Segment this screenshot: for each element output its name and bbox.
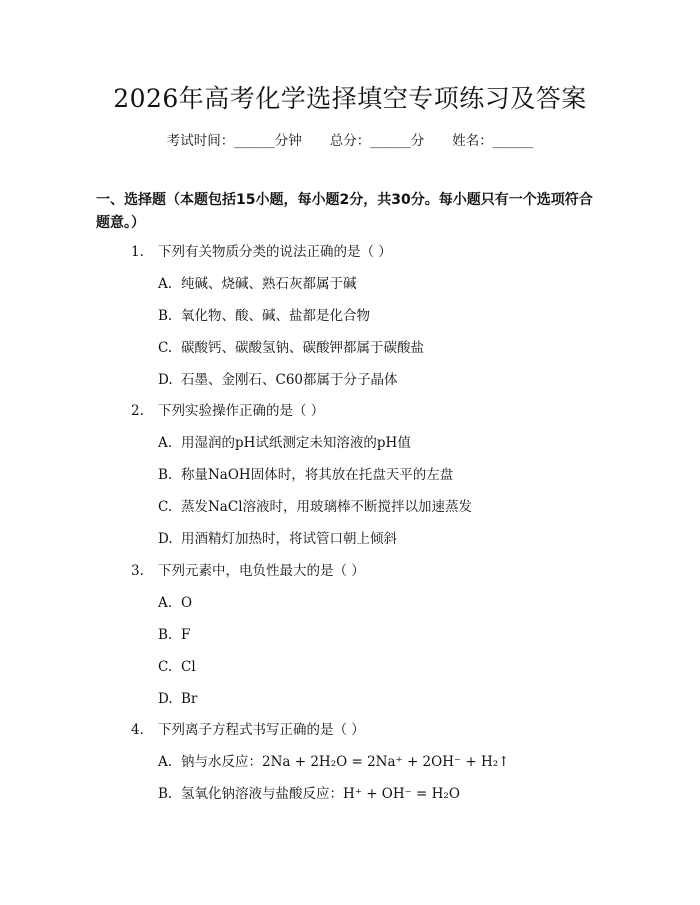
option-text: 蒸发NaCl溶液时，用玻璃棒不断搅拌以加速蒸发 — [181, 499, 473, 515]
option-letter: A. — [158, 754, 173, 770]
question-number: 3. — [131, 563, 144, 579]
option-letter: A. — [158, 435, 173, 451]
question-text: 下列有关物质分类的说法正确的是（ ） — [158, 244, 392, 260]
option-text: Br — [181, 691, 198, 707]
option-text: 氢氧化钠溶液与盐酸反应：H⁺ + OH⁻ = H₂O — [181, 786, 460, 802]
option-letter: D. — [158, 691, 173, 707]
option-3d — [158, 689, 197, 709]
question-number: 1. — [131, 244, 144, 260]
option-text: 石墨、金刚石、C60都属于分子晶体 — [181, 372, 398, 388]
question-1 — [131, 242, 392, 262]
page-title: 2026年高考化学选择填空专项练习及答案 — [113, 84, 587, 113]
option-letter: B. — [158, 467, 173, 483]
option-1a — [158, 274, 357, 294]
option-2a — [158, 433, 411, 453]
option-letter: C. — [158, 659, 173, 675]
option-1d — [158, 370, 398, 390]
option-text: 钠与水反应：2Na + 2H₂O = 2Na⁺ + 2OH⁻ + H₂↑ — [181, 754, 510, 770]
option-letter: D. — [158, 531, 173, 547]
option-letter: B. — [158, 627, 173, 643]
score-unit: 分 — [410, 133, 425, 149]
option-text: 用酒精灯加热时，将试管口朝上倾斜 — [181, 531, 397, 547]
option-3a — [158, 593, 192, 613]
option-2b — [158, 465, 453, 485]
option-3b — [158, 625, 190, 645]
question-text: 下列实验操作正确的是（ ） — [158, 403, 325, 419]
option-letter: A. — [158, 276, 173, 292]
question-2 — [131, 401, 324, 421]
question-text: 下列元素中，电负性最大的是（ ） — [158, 563, 365, 579]
option-letter: B. — [158, 308, 173, 324]
option-letter: B. — [158, 786, 173, 802]
option-text: 用湿润的pH试纸测定未知溶液的pH值 — [181, 435, 411, 451]
option-letter: D. — [158, 372, 173, 388]
exam-meta — [0, 131, 700, 151]
question-text: 下列离子方程式书写正确的是（ ） — [158, 722, 365, 738]
name-label: 姓名： — [452, 133, 493, 149]
score-label: 总分： — [329, 133, 371, 149]
question-number: 4. — [131, 722, 144, 738]
option-4a — [158, 752, 510, 772]
option-text: F — [181, 627, 191, 643]
time-label: 考试时间： — [166, 133, 235, 149]
option-1b — [158, 306, 370, 326]
question-4 — [131, 720, 365, 740]
option-text: 称量NaOH固体时，将其放在托盘天平的左盘 — [181, 467, 454, 483]
option-letter: C. — [158, 340, 173, 356]
option-2d — [158, 529, 397, 549]
option-letter: A. — [158, 595, 173, 611]
option-text: 碳酸钙、碳酸氢钠、碳酸钾都属于碳酸盐 — [181, 340, 424, 356]
question-3 — [131, 561, 365, 581]
name-blank: ______ — [492, 133, 534, 149]
option-4b — [158, 784, 460, 804]
time-blank: ______ — [234, 133, 275, 149]
option-text: 纯碱、烧碱、熟石灰都属于碱 — [181, 276, 357, 292]
time-unit: 分钟 — [274, 133, 302, 149]
option-text: Cl — [181, 659, 196, 675]
question-number: 2. — [131, 403, 144, 419]
option-text: O — [181, 595, 193, 611]
option-letter: C. — [158, 499, 173, 515]
option-1c — [158, 338, 424, 358]
option-2c — [158, 497, 472, 517]
option-text: 氧化物、酸、碱、盐都是化合物 — [181, 308, 370, 324]
section-heading: 一、选择题（本题包括15小题，每小题2分，共30分。每小题只有一个选项符合题意。） — [96, 192, 593, 231]
option-3c — [158, 657, 196, 677]
score-blank: ______ — [370, 133, 411, 149]
